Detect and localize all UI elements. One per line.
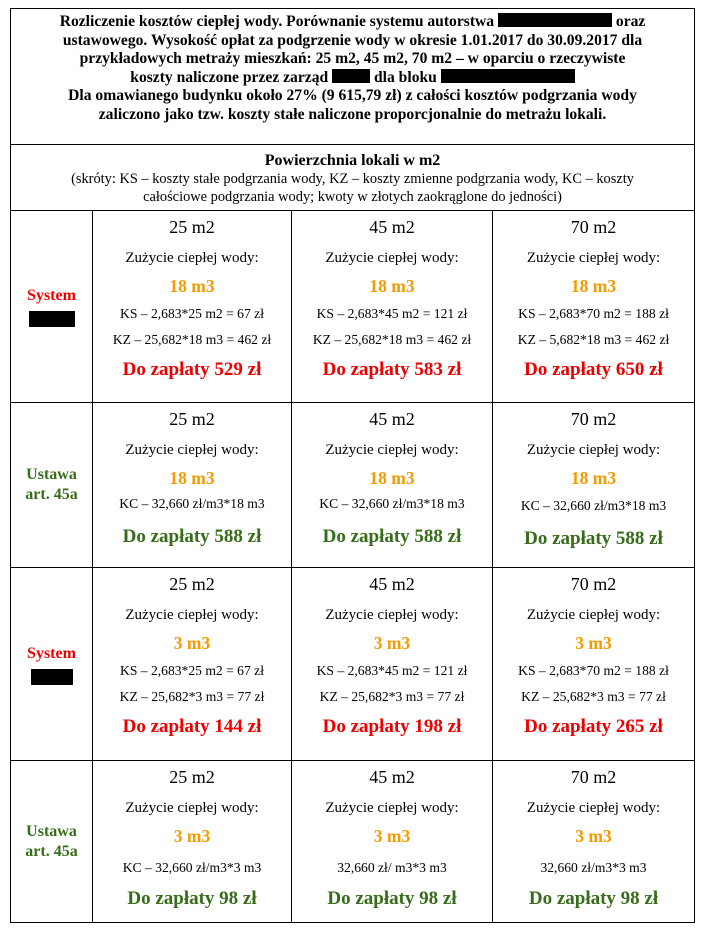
volume-value: 18 m3 xyxy=(369,468,415,488)
area-label: 70 m2 xyxy=(570,409,617,429)
cost-cell xyxy=(292,211,493,403)
redaction-bar xyxy=(332,69,370,83)
formula-kc: KC – 32,660 zł/m3*18 m3 xyxy=(520,498,667,513)
usage-label: Zużycie ciepłej wody: xyxy=(325,800,459,816)
usage-label: Zużycie ciepłej wody: xyxy=(125,800,259,816)
cost-cell xyxy=(93,568,292,761)
table-row xyxy=(11,761,695,923)
area-label: 25 m2 xyxy=(169,409,215,429)
subheader-note: całościowe podgrzania wody; kwoty w złotych zaokrąglone do jedności) xyxy=(143,189,562,205)
total-amount: Do zapłaty 144 zł xyxy=(122,716,262,737)
total-amount: Do zapłaty 98 zł xyxy=(327,888,457,909)
total-amount: Do zapłaty 588 zł xyxy=(322,526,462,547)
formula-ks: KS – 2,683*25 m2 = 67 zł xyxy=(120,663,264,678)
volume-value: 18 m3 xyxy=(570,468,617,488)
usage-label: Zużycie ciepłej wody: xyxy=(325,607,459,623)
cost-cell xyxy=(493,211,695,403)
formula-ks: KS – 2,683*70 m2 = 188 zł xyxy=(518,663,669,678)
cost-cell xyxy=(93,211,292,403)
total-amount: Do zapłaty 98 zł xyxy=(127,888,257,909)
cost-cell xyxy=(292,761,493,923)
usage-label: Zużycie ciepłej wody: xyxy=(125,442,259,458)
total-amount: Do zapłaty 650 zł xyxy=(524,359,663,380)
cost-cell xyxy=(292,403,493,568)
header-line-5: Dla omawianego budynku około 27% (9 615,79 zł) z całości kosztów podgrzania wody xyxy=(68,87,637,105)
total-amount: Do zapłaty 265 zł xyxy=(524,716,663,737)
volume-value: 18 m3 xyxy=(369,276,415,296)
formula-kc: KC – 32,660 zł/m3*18 m3 xyxy=(319,496,465,511)
volume-value: 3 m3 xyxy=(575,826,612,846)
usage-label: Zużycie ciepłej wody: xyxy=(325,442,459,458)
redaction-bar xyxy=(441,69,575,83)
formula-ks: KS – 2,683*70 m2 = 188 zł xyxy=(518,306,669,321)
cost-cell xyxy=(93,403,292,568)
cost-cell xyxy=(292,568,493,761)
redaction-bar xyxy=(29,311,75,327)
formula-kc: 32,660 zł/m3*3 m3 xyxy=(540,860,647,875)
header-cell xyxy=(11,9,695,145)
header-line-3: przykładowych metraży mieszkań: 25 m2, 45 m2, 70 m2 – w oparciu o rzeczywiste xyxy=(79,50,626,68)
row-label-ustawa: Ustawa art. 45a xyxy=(11,761,93,923)
formula-ks: KS – 2,683*45 m2 = 121 zł xyxy=(316,306,468,321)
formula-kz: KZ – 25,682*18 m3 = 462 zł xyxy=(312,332,472,347)
cost-cell xyxy=(493,403,695,568)
volume-value: 3 m3 xyxy=(575,633,612,653)
area-label: 25 m2 xyxy=(169,217,215,237)
area-label: 70 m2 xyxy=(570,217,617,237)
table-row xyxy=(11,403,695,568)
table-row xyxy=(11,568,695,761)
table-row xyxy=(11,211,695,403)
formula-kz: KZ – 25,682*3 m3 = 77 zł xyxy=(119,689,265,704)
header-line-1: Rozliczenie kosztów ciepłej wody. Porównanie systemu autorstwa oraz xyxy=(59,13,646,30)
formula-ks: KS – 2,683*45 m2 = 121 zł xyxy=(316,663,468,678)
area-label: 25 m2 xyxy=(169,767,215,787)
comparison-table xyxy=(10,8,695,923)
redaction-bar xyxy=(498,13,612,27)
volume-value: 18 m3 xyxy=(570,276,617,296)
subheader-cell xyxy=(11,145,695,211)
volume-value: 3 m3 xyxy=(373,633,411,653)
volume-value: 3 m3 xyxy=(173,633,211,653)
total-amount: Do zapłaty 98 zł xyxy=(528,888,659,909)
total-amount: Do zapłaty 198 zł xyxy=(322,716,462,737)
area-label: 45 m2 xyxy=(369,574,415,594)
area-label: 45 m2 xyxy=(369,217,415,237)
header-line-6: zaliczono jako tzw. koszty stałe naliczone proporcjonalnie do metrażu lokali. xyxy=(98,105,607,123)
formula-kc: KC – 32,660 zł/m3*3 m3 xyxy=(122,860,262,875)
volume-value: 18 m3 xyxy=(169,276,215,296)
formula-kz: KZ – 25,682*3 m3 = 77 zł xyxy=(319,689,465,704)
formula-kc: KC – 32,660 zł/m3*18 m3 xyxy=(119,496,265,511)
volume-value: 3 m3 xyxy=(373,826,411,846)
header-line-2: ustawowego. Wysokość opłat za podgrzenie wody w okresie 1.01.2017 do 30.09.2017 dla xyxy=(62,31,643,49)
redaction-bar xyxy=(31,669,73,685)
subheader-note: (skróty: KS – koszty stałe podgrzania wody, KZ – koszty zmienne podgrzania wody, KC – koszty xyxy=(71,171,634,187)
usage-label: Zużycie ciepłej wody: xyxy=(526,607,661,623)
area-label: 25 m2 xyxy=(169,574,215,594)
total-amount: Do zapłaty 529 zł xyxy=(122,359,262,380)
total-amount: Do zapłaty 588 zł xyxy=(524,528,663,549)
usage-label: Zużycie ciepłej wody: xyxy=(325,250,459,266)
area-label: 70 m2 xyxy=(570,574,617,594)
formula-kc: 32,660 zł/ m3*3 m3 xyxy=(337,860,447,875)
volume-value: 3 m3 xyxy=(173,826,211,846)
total-amount: Do zapłaty 588 zł xyxy=(122,526,262,547)
usage-label: Zużycie ciepłej wody: xyxy=(125,250,259,266)
formula-kz: KZ – 5,682*18 m3 = 462 zł xyxy=(517,332,670,347)
row-label-system: System xyxy=(11,211,93,403)
usage-label: Zużycie ciepłej wody: xyxy=(526,442,661,458)
cost-cell xyxy=(93,761,292,923)
formula-kz: KZ – 25,682*3 m3 = 77 zł xyxy=(521,689,666,704)
volume-value: 18 m3 xyxy=(169,468,215,488)
cost-cell xyxy=(493,761,695,923)
usage-label: Zużycie ciepłej wody: xyxy=(125,607,259,623)
cost-cell xyxy=(493,568,695,761)
row-label-ustawa: Ustawa art. 45a xyxy=(11,403,93,568)
subheader-title: Powierzchnia lokali w m2 xyxy=(264,152,441,169)
area-label: 45 m2 xyxy=(369,767,415,787)
formula-kz: KZ – 25,682*18 m3 = 462 zł xyxy=(112,332,272,347)
row-label-system: System xyxy=(11,568,93,761)
area-label: 70 m2 xyxy=(570,767,617,787)
header-line-4: koszty naliczone przez zarząd dla bloku xyxy=(17,69,688,88)
total-amount: Do zapłaty 583 zł xyxy=(322,359,462,380)
area-label: 45 m2 xyxy=(369,409,415,429)
usage-label: Zużycie ciepłej wody: xyxy=(526,250,661,266)
usage-label: Zużycie ciepłej wody: xyxy=(526,800,661,816)
cost-comparison-document xyxy=(10,8,694,923)
formula-ks: KS – 2,683*25 m2 = 67 zł xyxy=(120,306,264,321)
